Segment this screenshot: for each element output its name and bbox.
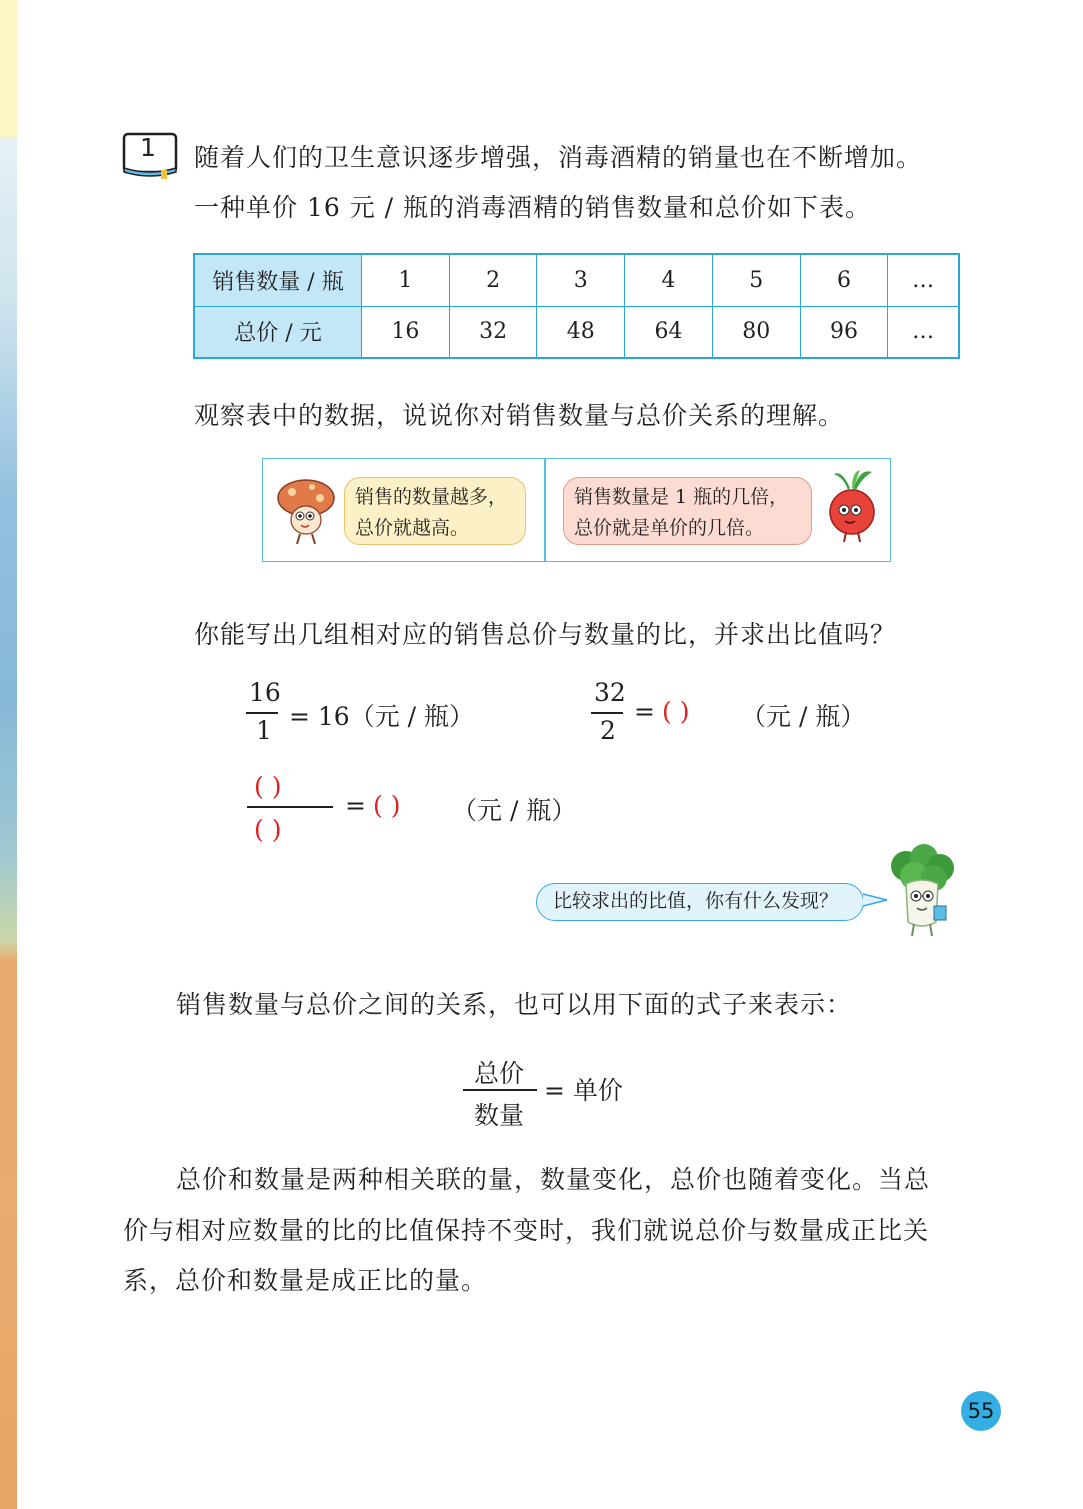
fraction-1-denominator: 1 bbox=[256, 716, 272, 745]
cabbage-character-icon bbox=[884, 846, 960, 940]
table-row bbox=[194, 306, 959, 358]
table-cell: 2 bbox=[449, 254, 537, 306]
page-number: 55 bbox=[961, 1391, 1001, 1431]
discussion-divider bbox=[544, 459, 546, 562]
table-cell: 32 bbox=[449, 306, 537, 358]
observe-prompt: 观察表中的数据，说说你对销售数量与总价关系的理解。 bbox=[194, 401, 845, 430]
table-cell: 1 bbox=[362, 254, 450, 306]
table-header-total: 总价 / 元 bbox=[194, 306, 362, 358]
table-cell: 16 bbox=[362, 306, 450, 358]
table-cell: 80 bbox=[712, 306, 800, 358]
table-cell: 64 bbox=[625, 306, 713, 358]
intro-line-2: 一种单价 16 元 / 瓶的消毒酒精的销售数量和总价如下表。 bbox=[194, 193, 872, 222]
table-header-quantity: 销售数量 / 瓶 bbox=[194, 254, 362, 306]
table-row bbox=[194, 254, 959, 306]
table-cell: … bbox=[888, 306, 959, 358]
sales-table bbox=[193, 253, 960, 359]
fraction-bar bbox=[246, 712, 278, 714]
bubble-text: 销售数量是 1 瓶的几倍， bbox=[574, 486, 789, 508]
table-cell: 48 bbox=[537, 306, 625, 358]
formula-numerator: 总价 bbox=[474, 1059, 525, 1088]
bubble-text: 总价就是单价的几倍。 bbox=[574, 517, 765, 539]
fraction-2-denominator: 2 bbox=[600, 716, 616, 745]
answer-blank[interactable]: ( ) bbox=[662, 697, 690, 726]
fraction-2-unit: （元 / 瓶） bbox=[741, 702, 866, 731]
fraction-3-equals: = bbox=[345, 791, 366, 820]
fraction-1-result: = 16（元 / 瓶） bbox=[289, 702, 475, 731]
bubble-text: 总价就越高。 bbox=[355, 517, 470, 539]
radish-character-icon bbox=[820, 468, 882, 544]
fraction-bar bbox=[247, 806, 333, 808]
fraction-1-numerator: 16 bbox=[249, 678, 281, 707]
table-cell: 96 bbox=[800, 306, 888, 358]
speech-bubble-left bbox=[344, 477, 526, 545]
answer-blank[interactable]: ( ) bbox=[373, 791, 401, 820]
exercise-number: 1 bbox=[140, 133, 156, 162]
bubble-text: 销售的数量越多， bbox=[355, 486, 508, 508]
formula-result: = 单价 bbox=[544, 1076, 623, 1105]
conclusion-line-1: 总价和数量是两种相关联的量，数量变化，总价也随着变化。当总 bbox=[176, 1165, 931, 1194]
table-cell: 3 bbox=[537, 254, 625, 306]
fraction-2-numerator: 32 bbox=[594, 678, 626, 707]
table-cell: … bbox=[888, 254, 959, 306]
table-cell: 5 bbox=[712, 254, 800, 306]
table-cell: 6 bbox=[800, 254, 888, 306]
numerator-blank[interactable]: ( ) bbox=[254, 772, 282, 801]
conclusion-line-2: 价与相对应数量的比的比值保持不变时，我们就说总价与数量成正比关 bbox=[123, 1216, 930, 1245]
speech-bubble-right bbox=[563, 477, 812, 545]
fraction-2-equals: = bbox=[634, 697, 655, 726]
ratio-question: 你能写出几组相对应的销售总价与数量的比，并求出比值吗？ bbox=[194, 620, 897, 649]
intro-line-1: 随着人们的卫生意识逐步增强，消毒酒精的销量也在不断增加。 bbox=[194, 143, 923, 172]
fraction-3-unit: （元 / 瓶） bbox=[452, 796, 577, 825]
denominator-blank[interactable]: ( ) bbox=[254, 815, 282, 844]
mushroom-character-icon bbox=[276, 478, 336, 546]
conclusion-line-3: 系，总价和数量是成正比的量。 bbox=[123, 1266, 488, 1295]
speech-bubble-discover: 比较求出的比值，你有什么发现？ bbox=[536, 883, 864, 921]
relation-text: 销售数量与总价之间的关系，也可以用下面的式子来表示： bbox=[176, 990, 853, 1019]
table-cell: 4 bbox=[625, 254, 713, 306]
formula-denominator: 数量 bbox=[474, 1101, 525, 1130]
page-edge-strip bbox=[0, 0, 17, 1509]
fraction-bar bbox=[591, 712, 623, 714]
fraction-bar bbox=[463, 1089, 537, 1091]
